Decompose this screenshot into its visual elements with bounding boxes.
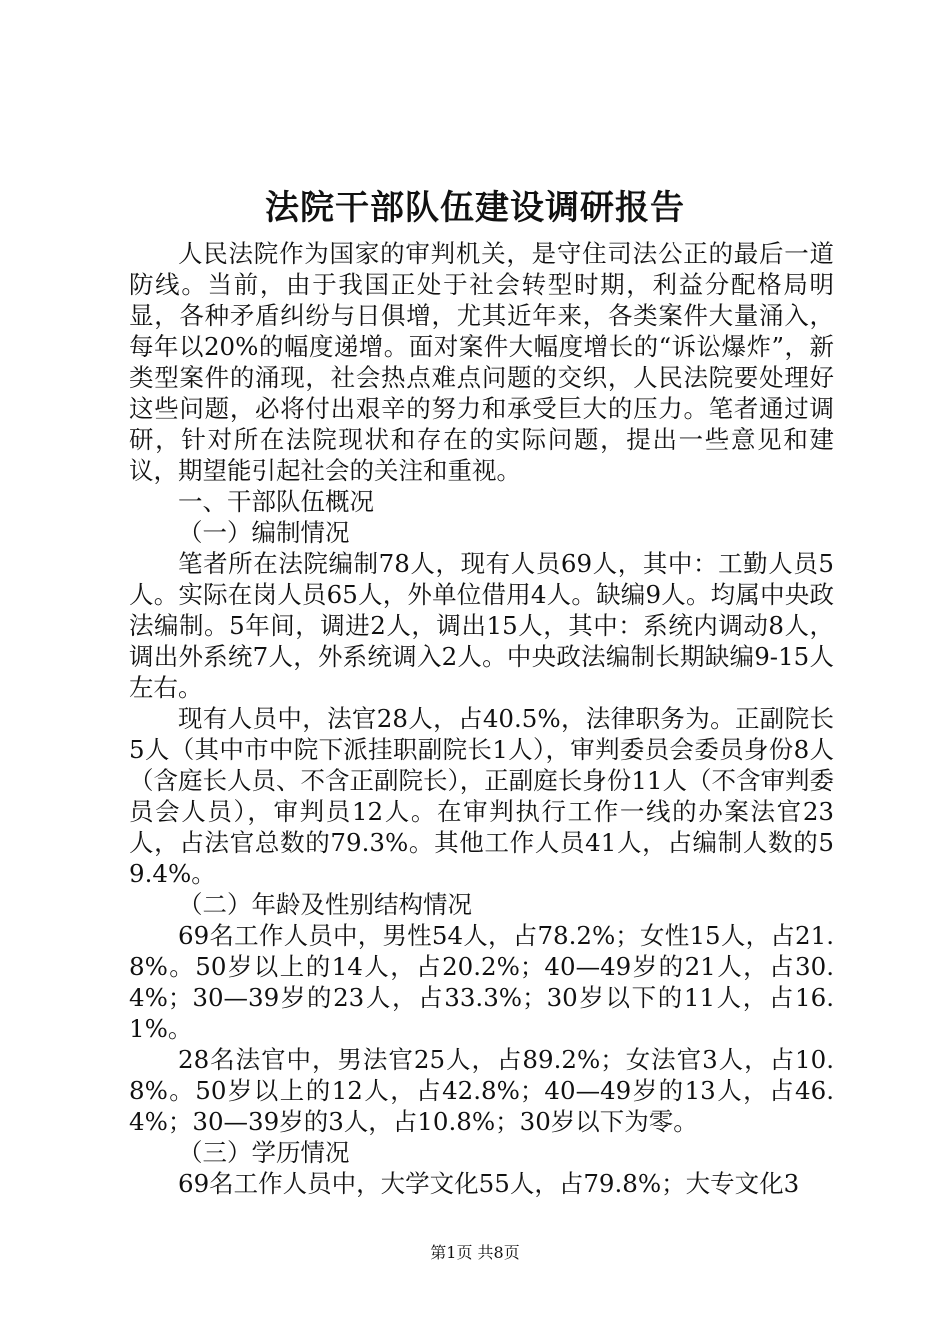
paragraph-staffing: 笔者所在法院编制78人，现有人员69人，其中：工勤人员5人。实际在岗人员65人，外单位借用4人。缺编9人。均属中央政法编制。5年间，调进2人，调出15人，其中：系统内调动8人，调出外系统7人，外系统调入2人。中央政法编制长期缺编9-15人左右。: [129, 549, 834, 702]
page-footer: 第1页 共8页: [430, 1243, 520, 1262]
paragraph-judge-age-gender: 28名法官中，男法官25人，占89.2%；女法官3人，占10.8%。50岁以上的12人，占42.8%；40—49岁的13人，占46.4%；30—39岁的3人，占10.8%；30岁以下为零。: [129, 1045, 834, 1136]
subsection-heading-age-gender: （二）年龄及性别结构情况: [178, 890, 472, 919]
paragraph-judges: 现有人员中，法官28人，占40.5%，法律职务为。正副院长5人（其中市中院下派挂职副院长1人），审判委员会委员身份8人（含庭长人员、不含正副院长），正副庭长身份11人（不含审判委员会人员），审判员12人。在审判执行工作一线的办案法官23人，占法官总数的79.3%。其他工作人员41人，占编制人数的59.4%。: [129, 704, 834, 888]
document-title: 法院干部队伍建设调研报告: [265, 188, 685, 228]
subsection-heading-staffing: （一）编制情况: [178, 518, 350, 547]
paragraph-intro: 人民法院作为国家的审判机关，是守住司法公正的最后一道防线。当前，由于我国正处于社会转型时期，利益分配格局明显，各种矛盾纠纷与日俱增，尤其近年来，各类案件大量涌入，每年以20%的幅度递增。面对案件大幅度增长的“诉讼爆炸”，新类型案件的涌现，社会热点难点问题的交织，人民法院要处理好这些问题，必将付出艰辛的努力和承受巨大的压力。笔者通过调研，针对所在法院现状和存在的实际问题，提出一些意见和建议，期望能引起社会的关注和重视。: [129, 239, 834, 485]
paragraph-education: 69名工作人员中，大学文化55人，占79.8%；大专文化3: [178, 1169, 800, 1198]
section-heading-overview: 一、干部队伍概况: [178, 487, 374, 516]
paragraph-staff-age-gender: 69名工作人员中，男性54人，占78.2%；女性15人，占21.8%。50岁以上的14人，占20.2%；40—49岁的21人，占30.4%；30—39岁的23人，占33.3%；30岁以下的11人，占16.1%。: [129, 921, 834, 1043]
subsection-heading-education: （三）学历情况: [178, 1138, 350, 1167]
document-body: [129, 238, 834, 1199]
